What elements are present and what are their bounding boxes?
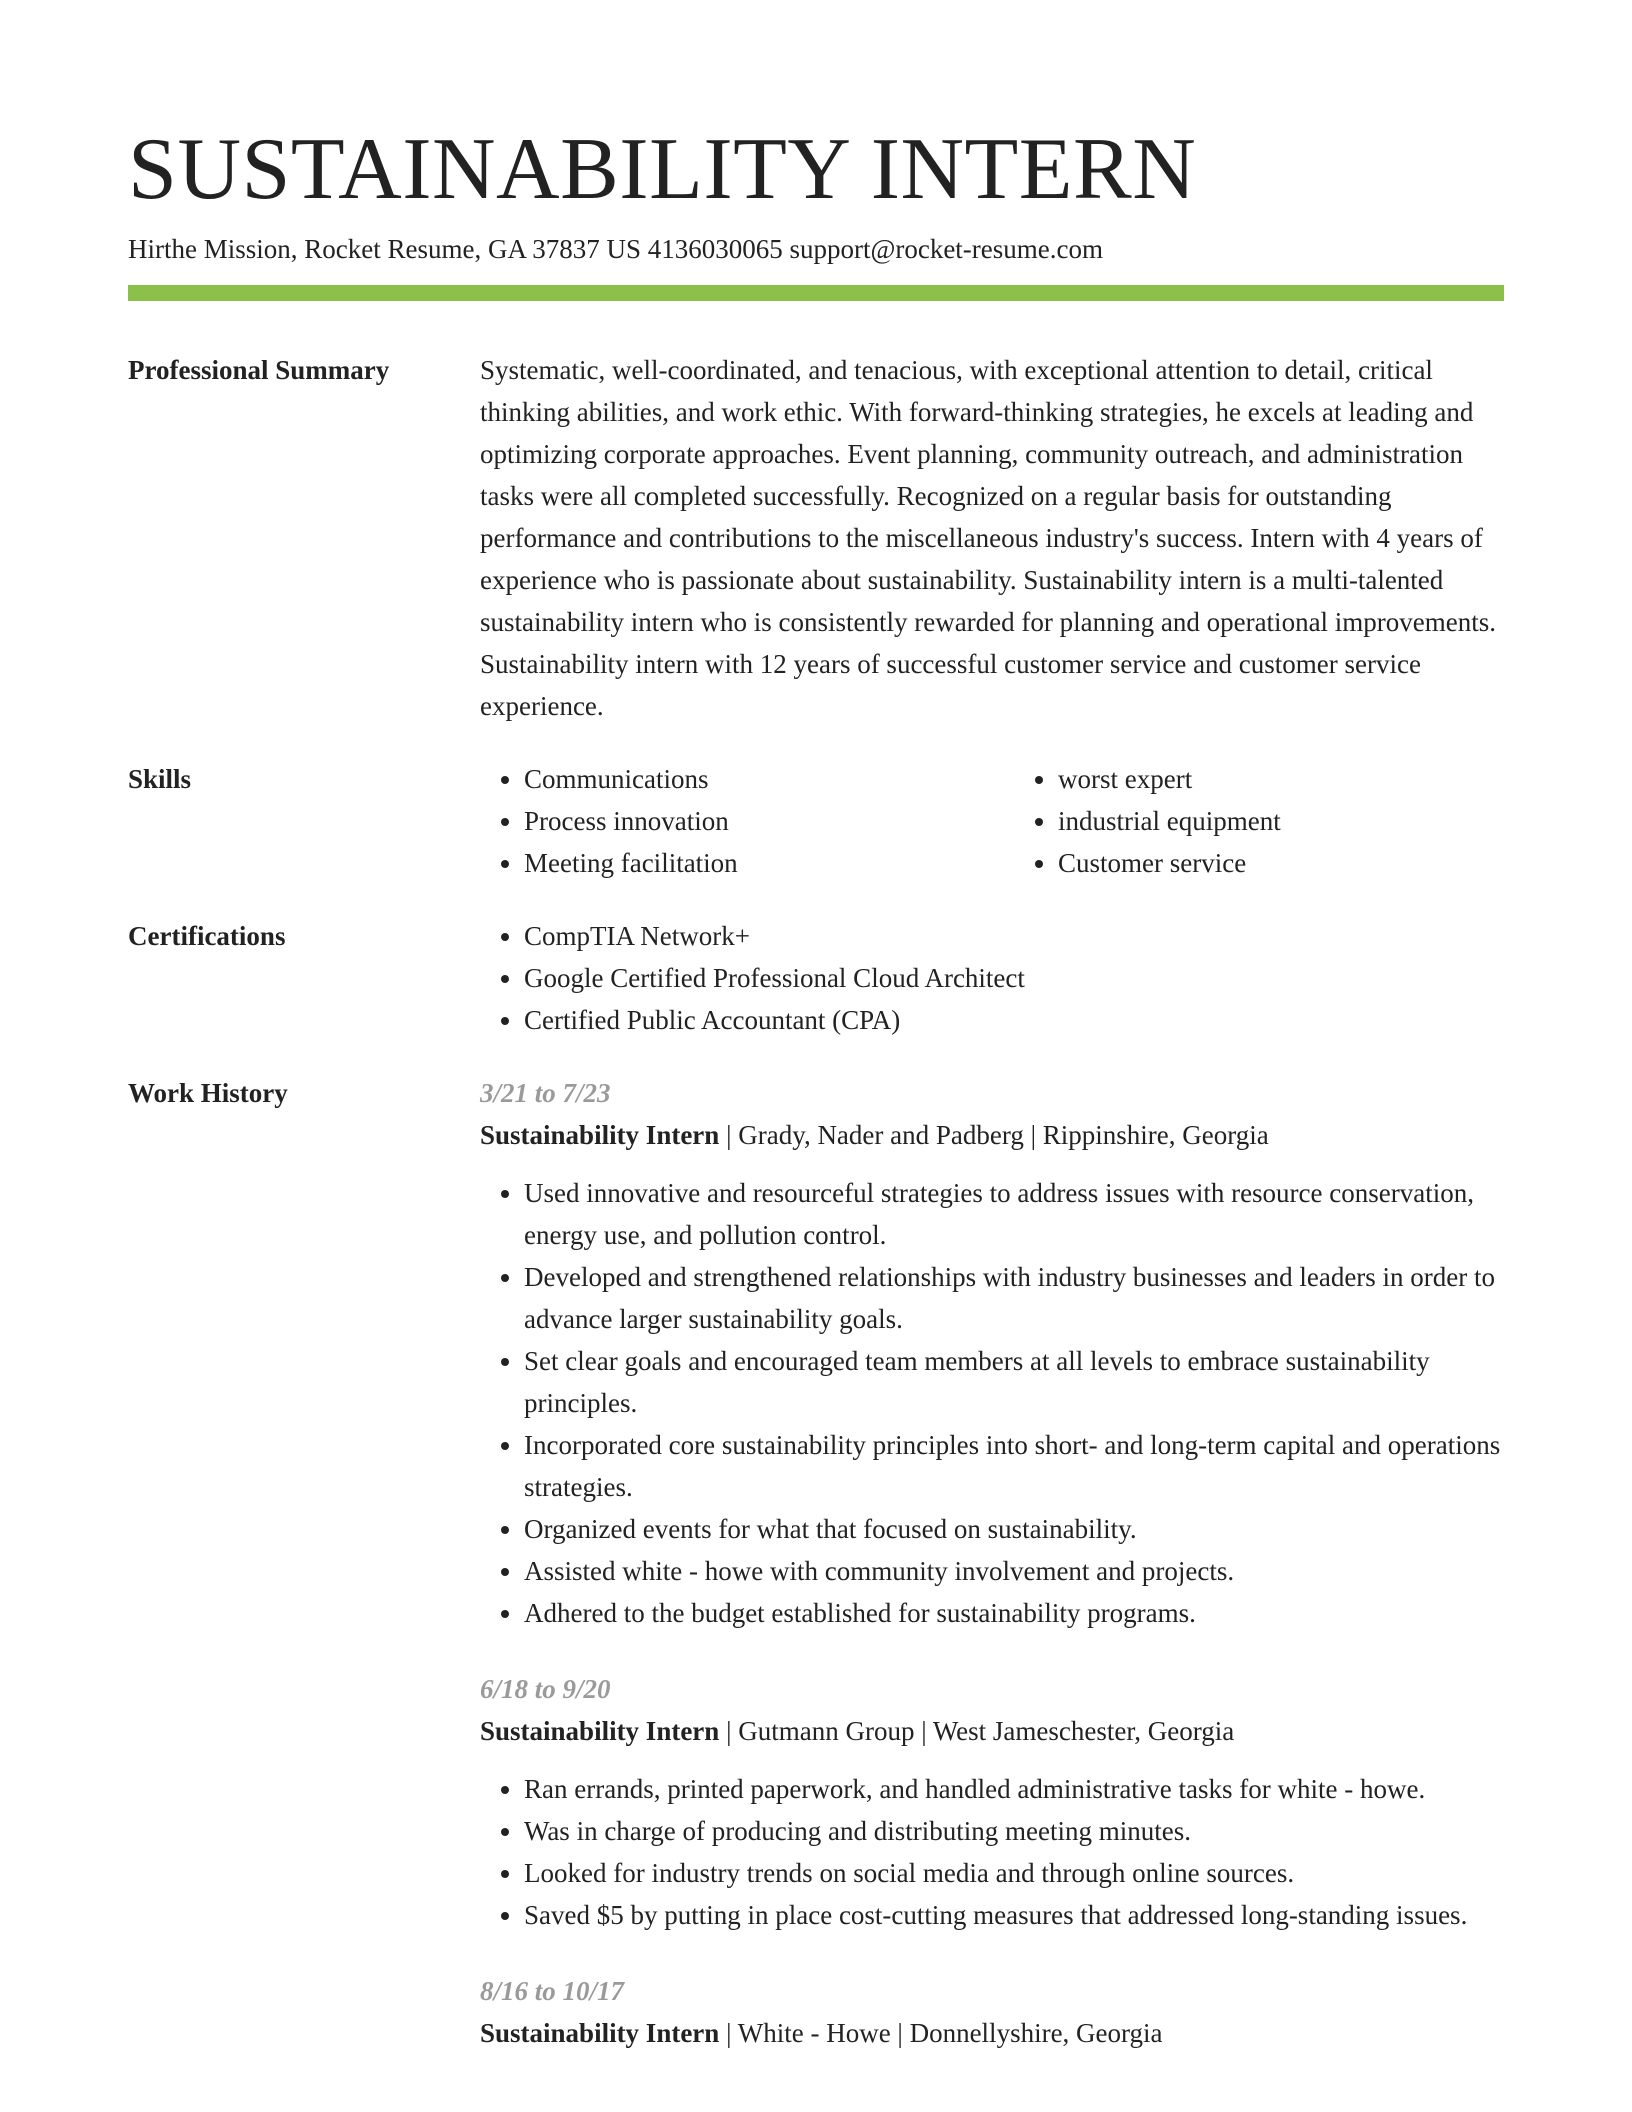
skills-list-right	[1014, 758, 1504, 884]
job-title: Sustainability Intern	[480, 2018, 720, 2048]
job-dates: 3/21 to 7/23	[480, 1078, 611, 1108]
job-bullet: • Organized events for what that focused on sustainability.	[524, 1508, 1504, 1550]
job-bullet: • Looked for industry trends on social media and through online sources.	[524, 1852, 1504, 1894]
skills-list-left	[480, 758, 970, 884]
job-title: Sustainability Intern	[480, 1716, 720, 1746]
job-bullet: • Adhered to the budget established for sustainability programs.	[524, 1592, 1504, 1634]
job-bullet: • Assisted white - howe with community involvement and projects.	[524, 1550, 1504, 1592]
job-bullet: • Was in charge of producing and distributing meeting minutes.	[524, 1810, 1504, 1852]
certification-item: • Google Certified Professional Cloud Architect	[524, 957, 1504, 999]
job-bullet: • Saved $5 by putting in place cost-cutting measures that addressed long-standing issues.	[524, 1894, 1504, 1936]
header-divider	[128, 285, 1504, 301]
job-dates: 8/16 to 10/17	[480, 1976, 625, 2006]
skill-item: • Meeting facilitation	[524, 842, 970, 884]
job-details: | Grady, Nader and Padberg | Rippinshire, Georgia	[719, 1120, 1269, 1150]
job-bullets	[480, 1768, 1504, 1936]
resume-title: SUSTAINABILITY INTERN	[128, 121, 1197, 218]
job-entry	[480, 1668, 1504, 1936]
certifications-label: Certifications	[128, 921, 286, 951]
certifications-list	[480, 915, 1504, 1041]
job-dates: 6/18 to 9/20	[480, 1674, 611, 1704]
job-bullet: • Set clear goals and encouraged team members at all levels to embrace sustainability principles.	[524, 1340, 1504, 1424]
summary-label: Professional Summary	[128, 355, 390, 385]
summary-text: Systematic, well-coordinated, and tenacious, with exceptional attention to detail, critical thinking abilities, and work ethic. With forward-thinking strategies, he excels at leading and optimizing corporate approaches. Event planning, community outreach, and administration tasks were all completed successfully. Recognized on a regular basis for outstanding performance and contributions to the miscellaneous industry's success. Intern with 4 years of experience who is passionate about sustainability. Sustainability intern is a multi-talented sustainability intern who is consistently rewarded for planning and operational improvements. Sustainability intern with 12 years of successful customer service and customer service experience.	[480, 355, 1497, 721]
job-bullets	[480, 1172, 1504, 1634]
job-entry	[480, 1970, 1504, 2054]
job-details: | White - Howe | Donnellyshire, Georgia	[719, 2018, 1163, 2048]
job-entry	[480, 1072, 1504, 1634]
job-bullet: • Used innovative and resourceful strategies to address issues with resource conservation, energy use, and pollution control.	[524, 1172, 1504, 1256]
job-bullet: • Developed and strengthened relationships with industry businesses and leaders in order to advance larger sustainability goals.	[524, 1256, 1504, 1340]
skill-item: • industrial equipment	[1058, 800, 1504, 842]
skills-label: Skills	[128, 764, 192, 794]
certification-item: • Certified Public Accountant (CPA)	[524, 999, 1504, 1041]
job-title: Sustainability Intern	[480, 1120, 720, 1150]
skill-item: • Process innovation	[524, 800, 970, 842]
job-heading	[480, 1710, 1504, 1752]
work-history-label: Work History	[128, 1078, 288, 1108]
job-heading	[480, 1114, 1504, 1156]
job-details: | Gutmann Group | West Jameschester, Georgia	[719, 1716, 1235, 1746]
certification-item: • CompTIA Network+	[524, 915, 1504, 957]
job-heading	[480, 2012, 1504, 2054]
contact-line: Hirthe Mission, Rocket Resume, GA 37837 US 4136030065 support@rocket-resume.com	[128, 234, 1104, 264]
skill-item: • worst expert	[1058, 758, 1504, 800]
job-bullet: • Ran errands, printed paperwork, and handled administrative tasks for white - howe.	[524, 1768, 1504, 1810]
job-bullet: • Incorporated core sustainability principles into short- and long-term capital and operations strategies.	[524, 1424, 1504, 1508]
skill-item: • Customer service	[1058, 842, 1504, 884]
skill-item: • Communications	[524, 758, 970, 800]
